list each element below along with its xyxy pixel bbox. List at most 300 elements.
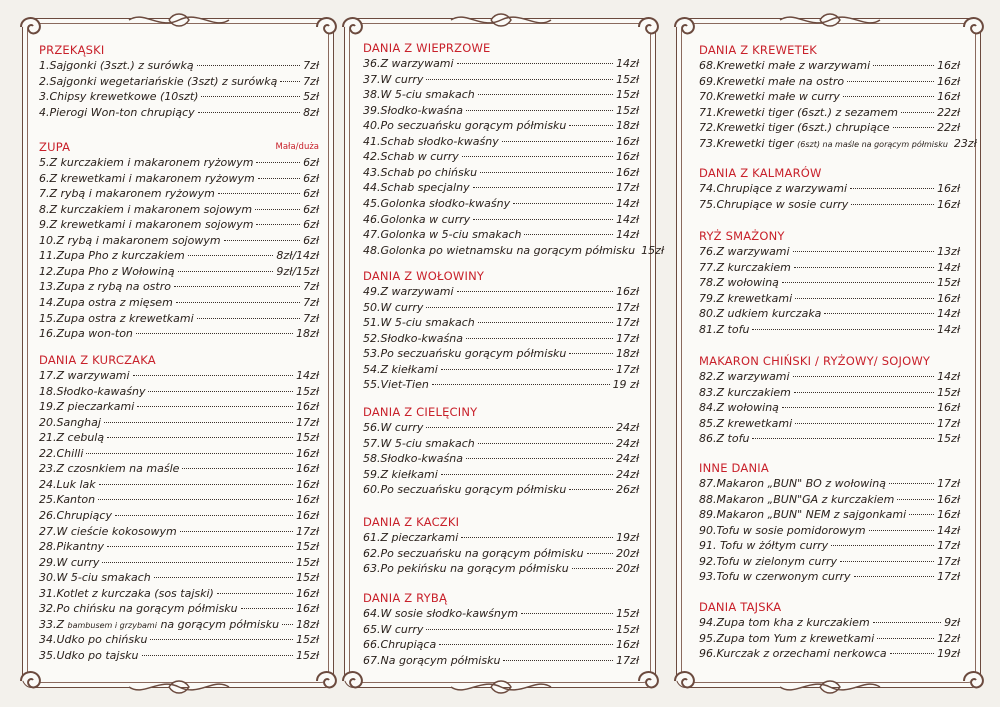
menu-item-name: 10.Z rybą i makaronem sojowym bbox=[39, 233, 221, 247]
menu-item-price: 14zł bbox=[616, 212, 639, 226]
menu-item-name: 2.Sajgonki wegetariańskie (3szt) z surówką bbox=[39, 74, 278, 88]
menu-item-price: 17zł bbox=[937, 539, 960, 553]
menu-item-price: 14zł bbox=[937, 523, 960, 537]
menu-item bbox=[363, 332, 639, 348]
leader-dots bbox=[569, 489, 613, 490]
menu-item bbox=[699, 59, 960, 75]
bottom-scroll-ornament bbox=[124, 675, 234, 699]
menu-item-name: 32.Po chińsku na gorącym półmisku bbox=[39, 602, 238, 616]
menu-item-price: 14zł bbox=[937, 260, 960, 274]
menu-item bbox=[699, 493, 960, 509]
leader-dots bbox=[795, 423, 934, 424]
menu-item-name: 56.W curry bbox=[363, 421, 424, 434]
menu-item bbox=[39, 571, 319, 587]
menu-item-price: 17zł bbox=[937, 416, 960, 430]
menu-item-name: 15.Zupa ostra z krewetkami bbox=[39, 311, 194, 325]
menu-item-name: 82.Z warzywami bbox=[699, 370, 790, 383]
menu-item-name: 92.Tofu w zielonym curry bbox=[699, 554, 838, 568]
leader-dots bbox=[426, 79, 613, 80]
menu-item-price: 20zł bbox=[616, 546, 639, 560]
menu-item bbox=[699, 386, 960, 402]
menu-item-price: 14zł bbox=[616, 196, 639, 210]
menu-item-name: 37.W curry bbox=[363, 72, 424, 86]
menu-item-price: 16zł bbox=[937, 74, 960, 88]
leader-dots bbox=[197, 65, 300, 66]
menu-item-price: 6zł bbox=[303, 218, 319, 232]
leader-dots bbox=[217, 593, 293, 594]
leader-dots bbox=[137, 406, 293, 407]
menu-item bbox=[39, 431, 319, 447]
menu-item-name: 60.Po seczuańsku gorącym półmisku bbox=[363, 483, 567, 497]
menu-item bbox=[363, 623, 639, 639]
leader-dots bbox=[840, 561, 934, 562]
leader-dots bbox=[873, 65, 934, 66]
leader-dots bbox=[478, 443, 613, 444]
menu-item bbox=[39, 59, 319, 75]
menu-item-name: 38.W 5-ciu smakach bbox=[363, 88, 475, 102]
menu-item bbox=[39, 265, 319, 281]
menu-item bbox=[39, 280, 319, 296]
menu-item bbox=[39, 327, 319, 343]
leader-dots bbox=[478, 94, 613, 95]
menu-item-name: 19.Z pieczarkami bbox=[39, 400, 135, 414]
menu-item bbox=[363, 421, 639, 437]
leader-dots bbox=[752, 329, 934, 330]
leader-dots bbox=[854, 576, 935, 577]
menu-item bbox=[363, 378, 639, 394]
menu-item-name: 43.Schab po chińsku bbox=[363, 165, 478, 179]
menu-item-price: 18zł bbox=[296, 327, 319, 341]
menu-item-name: 84.Z wołowiną bbox=[699, 401, 779, 415]
menu-item-name: 8.Z kurczakiem i makaronem sojowym bbox=[39, 202, 253, 216]
menu-item-name: 72.Krewetki tiger (6szt.) chrupiące bbox=[699, 121, 890, 135]
menu-item-price: 23zł bbox=[953, 136, 977, 150]
menu-item-price: 19 zł bbox=[612, 378, 639, 392]
corner-flourish bbox=[17, 13, 45, 41]
menu-item-price: 17zł bbox=[616, 181, 639, 195]
menu-item-price: 16zł bbox=[937, 291, 960, 305]
section-title: DANIA Z KREWETEK bbox=[699, 43, 818, 57]
corner-flourish bbox=[17, 667, 45, 695]
menu-item bbox=[39, 493, 319, 509]
menu-item bbox=[39, 447, 319, 463]
menu-item bbox=[363, 638, 639, 654]
leader-dots bbox=[432, 384, 610, 385]
section-title: INNE DANIA bbox=[699, 461, 769, 475]
leader-dots bbox=[752, 438, 934, 439]
menu-item-name: 6.Z krewetkami i makaronem ryżowym bbox=[39, 171, 255, 185]
menu-item bbox=[363, 228, 639, 244]
section-title: DANIA Z KALMARÓW bbox=[699, 166, 822, 180]
menu-item-price: 15zł bbox=[296, 555, 319, 569]
leader-dots bbox=[521, 613, 613, 614]
menu-item-price: 18zł bbox=[616, 119, 639, 133]
menu-item-price: 16zł bbox=[296, 602, 319, 616]
section-title: DANIA Z WIEPRZOWE bbox=[363, 41, 491, 55]
menu-item-name: 14.Zupa ostra z mięsem bbox=[39, 295, 173, 309]
menu-item bbox=[39, 649, 319, 665]
leader-dots bbox=[843, 96, 934, 97]
menu-item-price: 5zł bbox=[303, 90, 319, 104]
menu-item-name: 30.W 5-ciu smakach bbox=[39, 571, 151, 585]
section-subtitle: Mała/duża bbox=[275, 142, 319, 152]
leader-dots bbox=[176, 302, 300, 303]
menu-item bbox=[39, 90, 319, 106]
menu-item-price: 15zł bbox=[937, 432, 960, 446]
menu-item bbox=[39, 587, 319, 603]
menu-item bbox=[699, 75, 960, 91]
menu-item-price: 6zł bbox=[303, 156, 319, 169]
menu-item bbox=[363, 57, 639, 73]
menu-item-name: 83.Z kurczakiem bbox=[699, 385, 791, 399]
menu-item bbox=[39, 296, 319, 312]
menu-item-price: 24zł bbox=[616, 452, 639, 466]
leader-dots bbox=[889, 483, 934, 484]
menu-item-name: 81.Z tofu bbox=[699, 322, 750, 336]
menu-item-name: 78.Z wołowiną bbox=[699, 276, 779, 290]
corner-flourish bbox=[671, 13, 699, 41]
menu-item-name: 27.W cieście kokosowym bbox=[39, 524, 177, 538]
menu-item-name: 42.Schab w curry bbox=[363, 150, 459, 164]
leader-dots bbox=[154, 577, 293, 578]
menu-item bbox=[699, 106, 960, 122]
leader-dots bbox=[462, 156, 613, 157]
menu-item bbox=[699, 136, 977, 153]
leader-dots bbox=[794, 267, 934, 268]
leader-dots bbox=[461, 537, 613, 538]
leader-dots bbox=[224, 240, 300, 241]
menu-item bbox=[39, 187, 319, 203]
leader-dots bbox=[107, 546, 293, 547]
leader-dots bbox=[107, 437, 293, 438]
menu-item-price: 9zł bbox=[944, 616, 960, 629]
menu-item-name: 29.W curry bbox=[39, 555, 100, 569]
leader-dots bbox=[182, 468, 293, 469]
leader-dots bbox=[136, 333, 293, 334]
leader-dots bbox=[439, 644, 613, 645]
menu-item-price: 17zł bbox=[937, 477, 960, 490]
menu-item-name: 3.Chipsy krewetkowe (10szt) bbox=[39, 90, 199, 104]
leader-dots bbox=[513, 203, 613, 204]
corner-flourish bbox=[635, 667, 663, 695]
menu-item-name: 39.Słodko-kwaśna bbox=[363, 103, 463, 117]
menu-item-name: 13.Zupa z rybą na ostro bbox=[39, 280, 171, 294]
leader-dots bbox=[877, 638, 934, 639]
menu-item bbox=[39, 618, 319, 634]
leader-dots bbox=[794, 392, 934, 393]
menu-item-name: 71.Krewetki tiger (6szt.) z sezamem bbox=[699, 105, 899, 119]
leader-dots bbox=[256, 162, 300, 163]
menu-item bbox=[363, 104, 639, 120]
leader-dots bbox=[218, 193, 300, 194]
leader-dots bbox=[282, 624, 293, 625]
menu-item bbox=[363, 213, 639, 229]
menu-item bbox=[363, 166, 639, 182]
menu-item-price: 7zł bbox=[303, 280, 319, 294]
leader-dots bbox=[890, 653, 934, 654]
menu-column-3 bbox=[676, 18, 981, 688]
leader-dots bbox=[473, 219, 613, 220]
section-title: ZUPA bbox=[39, 140, 71, 154]
menu-item bbox=[699, 417, 960, 433]
menu-item bbox=[363, 483, 639, 499]
menu-item bbox=[39, 400, 319, 416]
menu-item-name: 47.Golonka w 5-ciu smakach bbox=[363, 228, 522, 242]
menu-item bbox=[39, 218, 319, 234]
menu-item-price: 16zł bbox=[296, 508, 319, 522]
menu-item bbox=[39, 478, 319, 494]
menu-item-name: 59.Z kiełkami bbox=[363, 467, 438, 481]
leader-dots bbox=[258, 178, 300, 179]
menu-item-price: 14zł bbox=[937, 322, 960, 336]
menu-item bbox=[363, 150, 639, 166]
menu-item bbox=[39, 602, 319, 618]
menu-item bbox=[699, 539, 960, 555]
leader-dots bbox=[255, 209, 300, 210]
leader-dots bbox=[99, 484, 293, 485]
menu-item-price: 15zł bbox=[296, 431, 319, 445]
leader-dots bbox=[188, 255, 274, 256]
menu-item-price: 16zł bbox=[616, 165, 639, 179]
menu-item-name: 79.Z krewetkami bbox=[699, 291, 793, 305]
menu-item-name: 5.Z kurczakiem i makaronem ryżowym bbox=[39, 156, 254, 169]
menu-item bbox=[39, 312, 319, 328]
menu-item-price: 16zł bbox=[616, 285, 639, 298]
menu-item-price: 15zł bbox=[616, 103, 639, 117]
menu-item bbox=[39, 75, 319, 91]
leader-dots bbox=[795, 298, 934, 299]
menu-item-name: 64.W sosie słodko-kawśnym bbox=[363, 607, 519, 620]
leader-dots bbox=[466, 110, 613, 111]
leader-dots bbox=[441, 369, 613, 370]
menu-item bbox=[699, 182, 960, 198]
menu-item-name: 17.Z warzywami bbox=[39, 369, 130, 382]
menu-item bbox=[699, 524, 960, 540]
corner-flourish bbox=[313, 13, 341, 41]
menu-item-name: 45.Golonka słodko-kwaśny bbox=[363, 196, 511, 210]
leader-dots bbox=[86, 453, 293, 454]
menu-item bbox=[39, 633, 319, 649]
menu-item-name: 50.W curry bbox=[363, 300, 424, 314]
menu-item-name: 76.Z warzywami bbox=[699, 245, 790, 258]
menu-item-name: 53.Po seczuańsku gorącym półmisku bbox=[363, 347, 567, 361]
menu-item bbox=[363, 197, 639, 213]
leader-dots bbox=[142, 655, 294, 656]
menu-item bbox=[699, 307, 960, 323]
menu-item-price: 17zł bbox=[616, 653, 639, 667]
menu-item-name: 20.Sanghaj bbox=[39, 415, 101, 429]
menu-item-name: 58.Słodko-kwaśna bbox=[363, 452, 463, 466]
menu-item bbox=[363, 347, 639, 363]
menu-item-price: 24zł bbox=[616, 421, 639, 434]
menu-item-price: 15zł bbox=[641, 243, 665, 257]
section-title: MAKARON CHIŃSKI / RYŻOWY/ SOJOWY bbox=[699, 354, 931, 368]
leader-dots bbox=[793, 251, 934, 252]
menu-item-price: 15zł bbox=[937, 385, 960, 399]
menu-item-name: 12.Zupa Pho z Wołowiną bbox=[39, 264, 175, 278]
leader-dots bbox=[897, 499, 934, 500]
menu-item-price: 15zł bbox=[296, 540, 319, 554]
menu-item-name: 96.Kurczak z orzechami nerkowca bbox=[699, 647, 887, 661]
menu-item-price: 17zł bbox=[296, 415, 319, 429]
menu-item-price: 24zł bbox=[616, 467, 639, 481]
menu-item-name: 74.Chrupiące z warzywami bbox=[699, 182, 848, 195]
menu-item-name: 31.Kotlet z kurczaka (sos tajski) bbox=[39, 586, 214, 600]
menu-item-name: 1.Sajgonki (3szt.) z surówką bbox=[39, 59, 194, 72]
menu-item-price: 19zł bbox=[937, 647, 960, 661]
menu-item bbox=[699, 245, 960, 261]
menu-item bbox=[699, 261, 960, 277]
menu-item-price: 15zł bbox=[296, 648, 319, 662]
leader-dots bbox=[241, 608, 293, 609]
corner-flourish bbox=[339, 13, 367, 41]
leader-dots bbox=[901, 112, 934, 113]
section-title: DANIA Z KURCZAKA bbox=[39, 353, 156, 367]
menu-item-name: 4.Pierogi Won-ton chrupiący bbox=[39, 105, 195, 119]
menu-item bbox=[39, 203, 319, 219]
menu-item bbox=[363, 301, 639, 317]
menu-item-name: 80.Z udkiem kurczaka bbox=[699, 307, 822, 321]
menu-item-price: 6zł bbox=[303, 171, 319, 185]
menu-item-price: 14zł bbox=[937, 307, 960, 321]
menu-item-name: 9.Z krewetkami i makaronem sojowym bbox=[39, 218, 254, 232]
menu-item bbox=[699, 616, 960, 632]
menu-item-price: 6zł bbox=[303, 187, 319, 201]
menu-item bbox=[39, 416, 319, 432]
leader-dots bbox=[457, 63, 613, 64]
menu-item bbox=[39, 234, 319, 250]
menu-item-name: 44.Schab specjalny bbox=[363, 181, 470, 195]
top-scroll-ornament bbox=[775, 8, 885, 32]
menu-item-name: 65.W curry bbox=[363, 622, 424, 636]
menu-item bbox=[363, 607, 639, 623]
menu-item bbox=[699, 432, 960, 448]
section-title: DANIA Z CIELĘCINY bbox=[363, 405, 478, 419]
menu-item bbox=[363, 243, 665, 260]
menu-item-price: 19zł bbox=[616, 531, 639, 544]
menu-item bbox=[699, 370, 960, 386]
corner-flourish bbox=[313, 667, 341, 695]
leader-dots bbox=[503, 660, 613, 661]
menu-item bbox=[363, 285, 639, 301]
menu-item-price: 16zł bbox=[296, 462, 319, 476]
menu-item bbox=[39, 556, 319, 572]
menu-item bbox=[363, 363, 639, 379]
menu-item-price: 14zł bbox=[937, 370, 960, 383]
leader-dots bbox=[524, 234, 613, 235]
leader-dots bbox=[441, 474, 613, 475]
corner-flourish bbox=[960, 667, 988, 695]
menu-item-price: 6zł bbox=[303, 202, 319, 216]
menu-item bbox=[363, 452, 639, 468]
leader-dots bbox=[569, 353, 613, 354]
menu-item-name: 68.Krewetki małe z warzywami bbox=[699, 59, 871, 72]
leader-dots bbox=[102, 562, 293, 563]
leader-dots bbox=[174, 286, 300, 287]
menu-item-price: 13zł bbox=[937, 245, 960, 258]
leader-dots bbox=[473, 187, 613, 188]
leader-dots bbox=[480, 172, 613, 173]
menu-item bbox=[699, 401, 960, 417]
menu-item-name: 75.Chrupiące w sosie curry bbox=[699, 197, 849, 211]
menu-item bbox=[699, 555, 960, 571]
bottom-scroll-ornament bbox=[775, 675, 885, 699]
menu-item-price: 16zł bbox=[937, 197, 960, 211]
menu-item-price: 15zł bbox=[616, 72, 639, 86]
menu-item-price: 17zł bbox=[937, 554, 960, 568]
leader-dots bbox=[150, 639, 293, 640]
menu-item-price: 14zł bbox=[616, 57, 639, 70]
menu-item-name: 91. Tofu w żółtym curry bbox=[699, 539, 829, 553]
menu-item-price: 17zł bbox=[616, 300, 639, 314]
menu-item-name: 89.Makaron „BUN" NEM z sajgonkami bbox=[699, 508, 907, 522]
menu-item-price: 22zł bbox=[937, 121, 960, 135]
menu-item bbox=[39, 249, 319, 265]
menu-item-name: 52.Słodko-kwaśna bbox=[363, 331, 463, 345]
menu-item-name: 24.Luk lak bbox=[39, 477, 96, 491]
menu-item-name: 86.Z tofu bbox=[699, 432, 750, 446]
menu-item-name: 66.Chrupiąca bbox=[363, 638, 437, 652]
menu-item-name: 63.Po pekińsku na gorącym półmisku bbox=[363, 562, 569, 576]
menu-item-price: 15zł bbox=[616, 607, 639, 620]
menu-item-price: 14zł bbox=[296, 369, 319, 382]
leader-dots bbox=[502, 141, 613, 142]
menu-item-price: 15zł bbox=[616, 622, 639, 636]
menu-item-price: 17zł bbox=[296, 524, 319, 538]
menu-item-price: 17zł bbox=[616, 331, 639, 345]
menu-item-name: 87.Makaron „BUN" BO z wołowiną bbox=[699, 477, 886, 490]
menu-item-name: 16.Zupa won-ton bbox=[39, 327, 133, 341]
section-title: PRZEKĄSKI bbox=[39, 43, 105, 57]
leader-dots bbox=[847, 81, 934, 82]
menu-item-name: 77.Z kurczakiem bbox=[699, 260, 791, 274]
top-scroll-ornament bbox=[124, 8, 234, 32]
menu-item bbox=[699, 508, 960, 524]
menu-item-name: 61.Z pieczarkami bbox=[363, 531, 459, 544]
menu-item-price: 20zł bbox=[616, 562, 639, 576]
menu-item bbox=[363, 119, 639, 135]
menu-item bbox=[39, 540, 319, 556]
menu-item bbox=[363, 73, 639, 89]
menu-item bbox=[39, 509, 319, 525]
leader-dots bbox=[115, 515, 293, 516]
leader-dots bbox=[873, 622, 941, 623]
menu-item-name: 18.Słodko-kawaśny bbox=[39, 384, 146, 398]
menu-item-name: 54.Z kiełkami bbox=[363, 362, 438, 376]
menu-item-name: 70.Krewetki małe w curry bbox=[699, 90, 840, 104]
menu-item-name: 62.Po seczuańsku na gorącym półmisku bbox=[363, 546, 584, 560]
menu-item bbox=[363, 88, 639, 104]
menu-item-price: 17zł bbox=[937, 570, 960, 584]
menu-item-price: 7zł bbox=[303, 59, 319, 72]
menu-column-2 bbox=[344, 18, 665, 688]
menu-item-name: 7.Z rybą i makaronem ryżowym bbox=[39, 187, 215, 201]
leader-dots bbox=[851, 204, 934, 205]
menu-item-price: 26zł bbox=[616, 483, 639, 497]
menu-item-price: 15zł bbox=[937, 276, 960, 290]
menu-item-name: 51.W 5-ciu smakach bbox=[363, 316, 475, 330]
menu-item-price: 9zł/15zł bbox=[276, 264, 319, 278]
menu-item-price: 16zł bbox=[937, 182, 960, 195]
leader-dots bbox=[280, 81, 300, 82]
menu-item bbox=[699, 198, 960, 214]
menu-item-name: 40.Po seczuańsku gorącym półmisku bbox=[363, 119, 567, 133]
menu-item-price: 14zł bbox=[616, 228, 639, 242]
menu-item-price: 15zł bbox=[296, 384, 319, 398]
menu-item-price: 17zł bbox=[616, 316, 639, 330]
leader-dots bbox=[831, 545, 934, 546]
menu-item-name: 69.Krewetki małe na ostro bbox=[699, 74, 845, 88]
